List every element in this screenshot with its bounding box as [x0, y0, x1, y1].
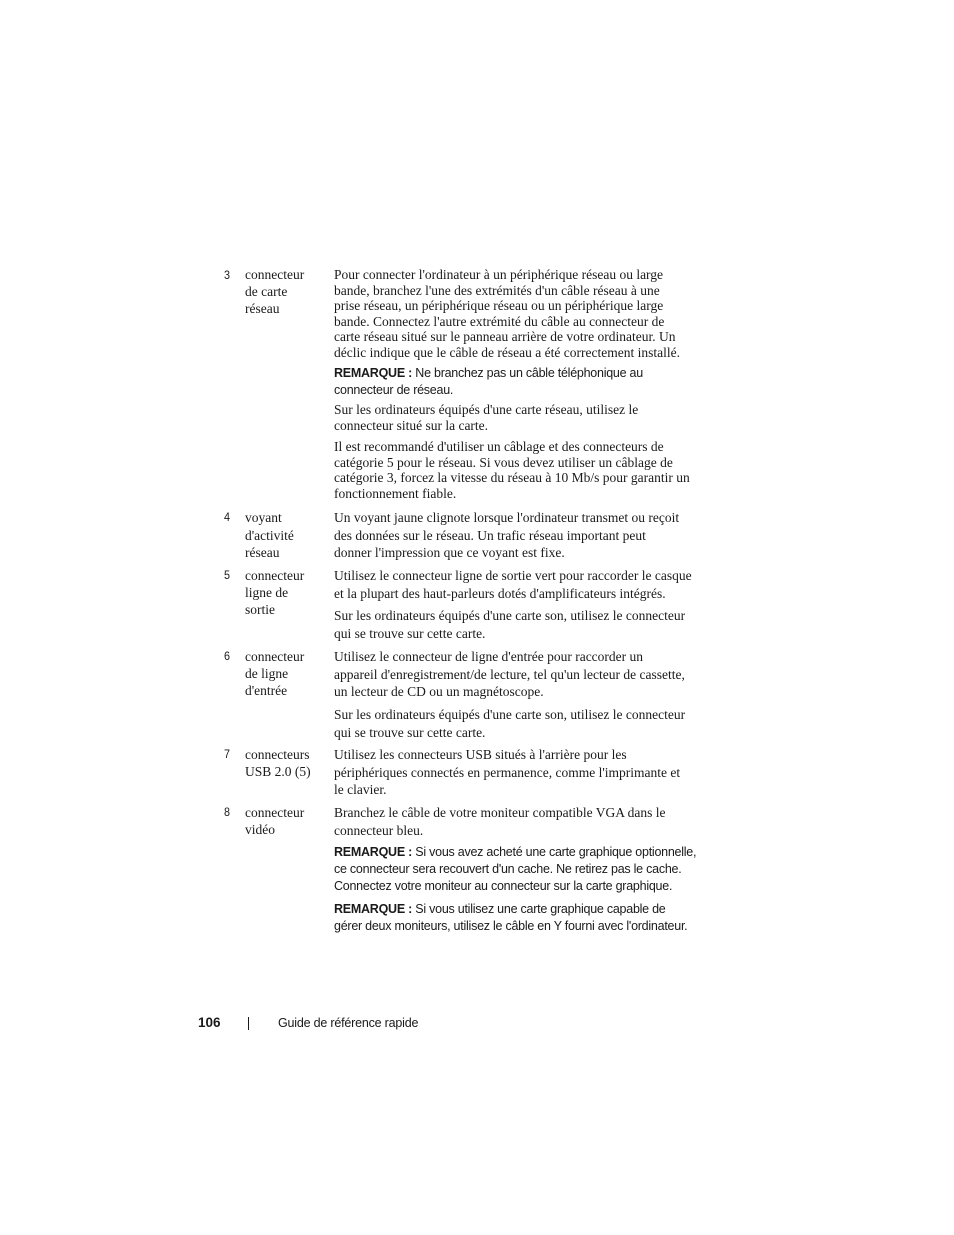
note-label: REMARQUE :: [334, 845, 413, 859]
description-paragraph: Sur les ordinateurs équipés d'une carte réseau, utilisez le connecteur situé sur la carte.: [334, 402, 639, 433]
description-paragraph: Il est recommandé d'utiliser un câblage et des connecteurs de catégorie 5 pour le réseau. Si vous devez utiliser un câblage de catégorie 3, forcez la vitesse du réseau à 10 Mb/s pour garantir un fonctionnement fiable.: [334, 439, 690, 501]
note-label: REMARQUE :: [334, 902, 413, 916]
item-term: connecteur de carte réseau: [245, 267, 305, 316]
item-number: 4: [224, 510, 231, 524]
note-label: REMARQUE :: [334, 366, 413, 380]
description-paragraph: Un voyant jaune clignote lorsque l'ordinateur transmet ou reçoit des données sur le réseau. Un trafic réseau important peut donner l'impression que ce voyant est fixe.: [334, 510, 680, 560]
description-paragraph: Sur les ordinateurs équipés d'une carte son, utilisez le connecteur qui se trouve sur cette carte.: [334, 707, 686, 740]
item-term: connecteur de ligne d'entrée: [245, 649, 305, 698]
page-number: 106: [198, 1015, 221, 1030]
note: [334, 844, 734, 895]
note-text: Ne branchez pas un câble téléphonique au connecteur de réseau.: [334, 366, 643, 397]
note-text: Si vous avez acheté une carte graphique optionnelle, ce connecteur sera recouvert d'un cache. Ne retirez pas le cache. Connectez votre moniteur au connecteur sur la carte graphique.: [334, 845, 697, 893]
description-paragraph: Utilisez le connecteur ligne de sortie vert pour raccorder le casque et la plupart des haut-parleurs dotés d'amplificateurs intégrés.: [334, 568, 692, 601]
item-number: 3: [224, 268, 231, 282]
footer-divider: [248, 1017, 249, 1030]
description-paragraph: Branchez le câble de votre moniteur compatible VGA dans le connecteur bleu.: [334, 805, 666, 838]
item-number: 7: [224, 747, 231, 761]
description-paragraph: Utilisez les connecteurs USB situés à l'arrière pour les périphériques connectés en permanence, comme l'imprimante et le clavier.: [334, 747, 681, 797]
description-paragraph: Utilisez le connecteur de ligne d'entrée pour raccorder un appareil d'enregistrement/de lecture, tel qu'un lecteur de cassette, un lecteur de CD ou un magnétoscope.: [334, 649, 685, 699]
item-term: connecteurs USB 2.0 (5): [245, 747, 311, 779]
footer-title: Guide de référence rapide: [278, 1016, 419, 1030]
note: [334, 365, 734, 399]
note: [334, 901, 734, 935]
item-term: connecteur vidéo: [245, 805, 305, 837]
item-term: connecteur ligne de sortie: [245, 568, 305, 617]
item-term: voyant d'activité réseau: [245, 510, 294, 560]
item-number: 8: [224, 805, 231, 819]
item-number: 6: [224, 649, 231, 663]
description-paragraph: Sur les ordinateurs équipés d'une carte son, utilisez le connecteur qui se trouve sur cette carte.: [334, 608, 686, 641]
note-text: Si vous utilisez une carte graphique capable de gérer deux moniteurs, utilisez le câble en Y fourni avec l'ordinateur.: [334, 902, 688, 933]
description-paragraph: Pour connecter l'ordinateur à un périphérique réseau ou large bande, branchez l'une des extrémités d'un câble réseau à une prise réseau, un périphérique réseau ou un périphérique large bande. Connectez l'autre extrémité du câble au connecteur de carte réseau situé sur le panneau arrière de votre ordinateur. Un déclic indique que le câble de réseau a été correctement installé.: [334, 267, 680, 360]
item-number: 5: [224, 568, 231, 582]
